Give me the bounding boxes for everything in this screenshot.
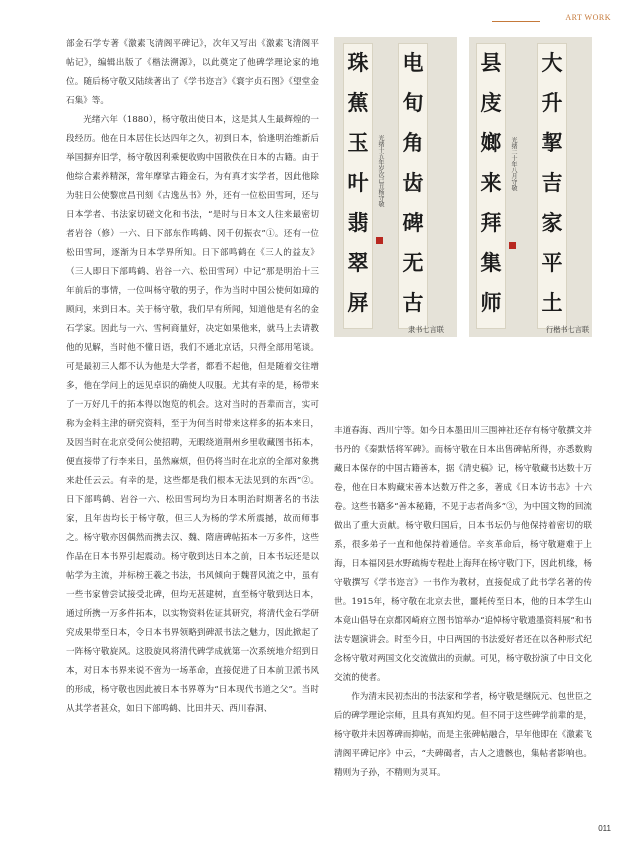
- figure-caption: 隶书七言联: [408, 325, 444, 334]
- couplet-scroll-upper: 大 升 挈 吉 家 平 土: [537, 43, 567, 329]
- right-text-column: [334, 422, 592, 783]
- couplet-scroll-lower: 县 庋 嫏 来 拜 集 师: [476, 43, 506, 329]
- paragraph-students: 丰道春海、西川宁等。如今日本墨田川三围神社还存有杨守敬撰文并书丹的《秦默恬将军碑》。而杨守敬在日本出售碑帖所得，亦悉数购藏日本保存的中国古籍善本，据《清史稿》记，杨守敬藏书达数十万卷，他在日本购藏宋善本达数万件之多，著成《日本访书志》十六卷。这些书籍多“善本秘籍，不见于志者尚多”③，为中国文物的回流做出了重大贡献。杨守敬归国后，日本书坛仍与他保持着密切的联系，很多弟子一直和他保持着通信。辛亥革命后，杨守敬避难于上海，日本福冈县水野疏梅专程赴上海拜在杨守敬门下，因此机缘，杨守敬撰写《学书迩言》一书作为教材，直接促成了此书学名著的传世。1915年，杨守敬在北京去世，噩耗传至日本，他的日本学生山本竟山倡导在京都冈崎府立图书馆举办“追悼杨守敬遗墨资料展”和书法专题演讲会。时至今日，中日两国的书法爱好者还在以各种形式纪念杨守敬对两国文化交流做出的贡献。可见，杨守敬扮演了中日文化交流的使者。: [334, 426, 593, 683]
- section-header: ART WORK: [565, 13, 611, 22]
- figure-clerical-couplet: [334, 37, 457, 337]
- left-text-column: [66, 35, 319, 719]
- couplet-inscription: 光绪二十年八月守敬: [510, 137, 517, 191]
- seal-stamp: [376, 237, 383, 244]
- couplet-inscription: 光绪十五年岁次己丑杨守敬: [377, 135, 384, 207]
- figure-caption: 行楷书七言联: [546, 325, 590, 334]
- couplet-scroll-lower: 珠 蕉 玉 叶 翡 翠 屏: [343, 43, 373, 329]
- header-rule: [492, 21, 540, 22]
- paragraph-continued: 部金石学专著《激素飞清阁平碑记》，次年又写出《激素飞清阁平帖记》，编辑出版了《楷法溯源》，以此奠定了他碑学理论家的地位。随后杨守敬又陆续著出了《学书迩言》《寰宇贞石图》《望堂金石集》等。: [66, 39, 319, 106]
- paragraph-theory: 作为清末民初杰出的书法家和学者，杨守敬是继阮元、包世臣之后的碑学理论宗师，且具有真知灼见。但不同于这些碑学前辈的是，杨守敬并未因尊碑而抑帖，而是主张碑帖融合，早年他即在《激素飞清阁平碑记序》中云，“夫碑碣者，古人之遗骸也，集帖者影响也。精则为子孙，不精则为灵耳。: [334, 692, 592, 778]
- seal-stamp: [509, 242, 516, 249]
- figure-running-script-couplet: [469, 37, 592, 337]
- couplet-scroll-upper: 电 旬 角 齿 碑 无 古: [398, 43, 428, 329]
- page-number: 011: [598, 824, 611, 833]
- paragraph-japan-trip: 光绪六年（1880），杨守敬出使日本，这是其人生最辉煌的一段经历。他在日本居住长达四年之久，初到日本，恰逢明治维新后举国摒弃旧学，杨守敬因利乘便收购中国散佚在日本的古籍。由于他综合素养精深，常年摩挲古籍金石，为有真才实学者，因此他除为驻日公使黎庶昌刊刻《古逸丛书》外，还有一位松田雪珂，还与日本学者、书法家切磋文化和书法，“是时与日本文人往来最密切者岩谷（修）一六、日下部东作鸣鹤、冈千仞振衣”①。还有一位松田雪珂，逐渐为日本学界所知。日下部鸣鹤在《三人的益友》（三人即日下部鸣鹤、岩谷一六、松田雪珂）中记“那是明治十三年前后的事情，一位叫杨守敬的男子，作为当时中国公使何如璋的顾问，来到日本。关于杨守敬，我们早有所闻，知道他是有名的金石学家。因此与一六、雪柯商量好，决定如果他来，就马上去请教他的见解，当时他不懂日语，我们不通北京话，只得全部用笔谈。可是最初三人都不认为他是大学者，都看不起他，但是随着交往增多，他在学问上的远见卓识的确使人叹服。尤其有幸的是，杨带来了一万好几千的拓本得以饱览的机会。这对当时的吾辈而言，实可称为金料主津的研究资料，至于为何当时带来这样多的拓本来日，及因当时在北京受何公使招聘，无暇绕道荆州乡里收藏图书拓本，便直接带了行李来日，虽然麻烦，但仍将当时在北京的全部对象携来赴任云云。有幸的是，这些都是我们根本无法见到的东西”②。日下部鸣鹤、岩谷一六、松田雪珂均为日本明治时期著名的书法家，且年齿均长于杨守敬，但三人为杨的学术所震撼，故而师事之。杨守敬亦因偶然而携去汉、魏、隋唐碑帖拓本一万多件，这些作品在日本书界引起震动。杨守敬到达日本之前，日本书坛还是以帖学为主流，并标榜王羲之书法，书风倾向于魏晋风流之中，虽有一些书家曾尝试接受北碑，但均无甚建树，直至杨守敬到达日本，通过所携一万多件拓本，以实物资料佐证其研究，将清代金石学研究成果带至日本，令日本书界领略到碑派书法之魅力，因此掀起了一阵杨守敬旋风。这股旋风将清代碑学成就第一次系统地介绍到日本，对日本书界来说不啻为一场革命，直接促进了日本前卫派书风的形成，杨守敬也因此被日本书界尊为“日本现代书道之父”。当时从其学者甚众，如日下部鸣鹤、比田井天、西川春洞、: [66, 115, 319, 714]
